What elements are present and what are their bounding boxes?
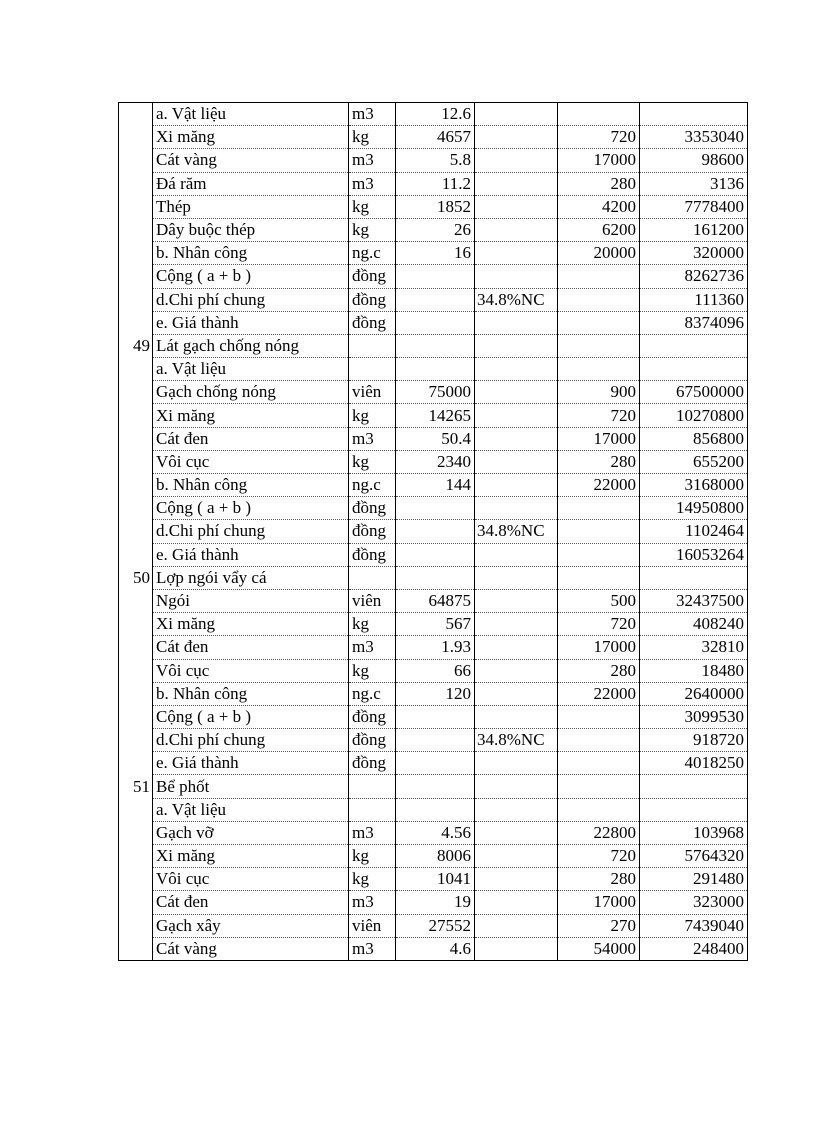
item-name-cell: Gạch xây	[153, 914, 349, 937]
total-cell: 7778400	[640, 195, 748, 218]
row-number-cell	[119, 126, 153, 149]
table-row	[119, 798, 748, 821]
unit-price-cell: 17000	[558, 427, 640, 450]
row-number-cell: 49	[119, 334, 153, 357]
unit-price-cell	[558, 798, 640, 821]
unit-cell	[349, 566, 396, 589]
table-row	[119, 497, 748, 520]
table-row	[119, 845, 748, 868]
total-cell: 3168000	[640, 474, 748, 497]
unit-cell: kg	[349, 126, 396, 149]
rate-cell	[475, 705, 558, 728]
item-name-cell: Cát vàng	[153, 149, 349, 172]
rate-cell	[475, 450, 558, 473]
rate-cell	[475, 358, 558, 381]
row-number-cell	[119, 636, 153, 659]
quantity-cell: 14265	[396, 404, 475, 427]
item-name-cell: d.Chi phí chung	[153, 288, 349, 311]
total-cell	[640, 334, 748, 357]
unit-price-cell: 280	[558, 868, 640, 891]
quantity-cell: 27552	[396, 914, 475, 937]
unit-price-cell	[558, 729, 640, 752]
unit-price-cell: 17000	[558, 149, 640, 172]
quantity-cell: 1852	[396, 195, 475, 218]
unit-cell	[349, 798, 396, 821]
unit-price-cell: 280	[558, 172, 640, 195]
item-name-cell: b. Nhân công	[153, 242, 349, 265]
quantity-cell	[396, 729, 475, 752]
total-cell: 320000	[640, 242, 748, 265]
item-name-cell: Vôi cục	[153, 450, 349, 473]
unit-cell: đồng	[349, 543, 396, 566]
unit-cell: kg	[349, 404, 396, 427]
row-number-cell	[119, 358, 153, 381]
quantity-cell: 66	[396, 659, 475, 682]
unit-cell: đồng	[349, 288, 396, 311]
quantity-cell	[396, 775, 475, 798]
unit-price-cell: 280	[558, 450, 640, 473]
table-row	[119, 752, 748, 775]
quantity-cell: 19	[396, 891, 475, 914]
total-cell: 3353040	[640, 126, 748, 149]
rate-cell	[475, 242, 558, 265]
item-name-cell: Cộng ( a + b )	[153, 705, 349, 728]
item-name-cell: b. Nhân công	[153, 682, 349, 705]
row-number-cell	[119, 845, 153, 868]
total-cell: 856800	[640, 427, 748, 450]
quantity-cell: 26	[396, 218, 475, 241]
unit-cell: kg	[349, 659, 396, 682]
total-cell: 408240	[640, 613, 748, 636]
quantity-cell	[396, 358, 475, 381]
total-cell: 67500000	[640, 381, 748, 404]
rate-cell	[475, 589, 558, 612]
row-number-cell	[119, 172, 153, 195]
row-number-cell	[119, 589, 153, 612]
rate-cell	[475, 845, 558, 868]
rate-cell	[475, 914, 558, 937]
item-name-cell: Cát vàng	[153, 937, 349, 960]
row-number-cell: 50	[119, 566, 153, 589]
table-row	[119, 520, 748, 543]
total-cell: 291480	[640, 868, 748, 891]
total-cell: 32437500	[640, 589, 748, 612]
total-cell: 918720	[640, 729, 748, 752]
total-cell	[640, 566, 748, 589]
unit-price-cell: 17000	[558, 636, 640, 659]
table-row	[119, 636, 748, 659]
table-row	[119, 103, 748, 126]
total-cell: 8262736	[640, 265, 748, 288]
item-name-cell: Lát gạch chống nóng	[153, 334, 349, 357]
table-row	[119, 891, 748, 914]
row-number-cell	[119, 474, 153, 497]
unit-cell: kg	[349, 845, 396, 868]
quantity-cell	[396, 288, 475, 311]
item-name-cell: Gạch chống nóng	[153, 381, 349, 404]
quantity-cell: 11.2	[396, 172, 475, 195]
item-name-cell: a. Vật liệu	[153, 798, 349, 821]
rate-cell: 34.8%NC	[475, 729, 558, 752]
rate-cell	[475, 543, 558, 566]
rate-cell	[475, 682, 558, 705]
table-row	[119, 358, 748, 381]
unit-price-cell	[558, 358, 640, 381]
unit-cell: kg	[349, 218, 396, 241]
unit-price-cell: 22800	[558, 821, 640, 844]
quantity-cell	[396, 265, 475, 288]
unit-cell: ng.c	[349, 242, 396, 265]
table-row	[119, 729, 748, 752]
total-cell	[640, 103, 748, 126]
item-name-cell: Lợp ngói vẩy cá	[153, 566, 349, 589]
unit-cell: đồng	[349, 729, 396, 752]
row-number-cell	[119, 427, 153, 450]
unit-price-cell: 500	[558, 589, 640, 612]
row-number-cell	[119, 103, 153, 126]
row-number-cell	[119, 265, 153, 288]
total-cell: 32810	[640, 636, 748, 659]
quantity-cell: 120	[396, 682, 475, 705]
unit-price-cell: 20000	[558, 242, 640, 265]
unit-price-cell: 900	[558, 381, 640, 404]
unit-cell: kg	[349, 868, 396, 891]
table-row	[119, 914, 748, 937]
row-number-cell	[119, 311, 153, 334]
quantity-cell: 4.56	[396, 821, 475, 844]
unit-cell: kg	[349, 613, 396, 636]
table-row	[119, 450, 748, 473]
unit-price-cell: 720	[558, 845, 640, 868]
row-number-cell	[119, 798, 153, 821]
total-cell: 161200	[640, 218, 748, 241]
item-name-cell: Đá răm	[153, 172, 349, 195]
quantity-cell: 4.6	[396, 937, 475, 960]
total-cell: 111360	[640, 288, 748, 311]
unit-cell: m3	[349, 172, 396, 195]
quantity-cell: 8006	[396, 845, 475, 868]
unit-price-cell	[558, 288, 640, 311]
unit-cell: viên	[349, 914, 396, 937]
unit-price-cell	[558, 566, 640, 589]
item-name-cell: e. Giá thành	[153, 752, 349, 775]
row-number-cell	[119, 195, 153, 218]
item-name-cell: Dây buộc thép	[153, 218, 349, 241]
unit-price-cell: 17000	[558, 891, 640, 914]
quantity-cell: 4657	[396, 126, 475, 149]
total-cell: 323000	[640, 891, 748, 914]
rate-cell	[475, 126, 558, 149]
quantity-cell	[396, 334, 475, 357]
quantity-cell	[396, 705, 475, 728]
item-name-cell: Bể phốt	[153, 775, 349, 798]
rate-cell	[475, 474, 558, 497]
row-number-cell	[119, 613, 153, 636]
rate-cell	[475, 334, 558, 357]
unit-cell: kg	[349, 450, 396, 473]
rate-cell	[475, 218, 558, 241]
unit-price-cell	[558, 311, 640, 334]
unit-price-cell: 6200	[558, 218, 640, 241]
quantity-cell: 567	[396, 613, 475, 636]
total-cell	[640, 798, 748, 821]
row-number-cell	[119, 868, 153, 891]
table-row	[119, 682, 748, 705]
quantity-cell: 12.6	[396, 103, 475, 126]
row-number-cell	[119, 543, 153, 566]
rate-cell	[475, 937, 558, 960]
unit-cell: đồng	[349, 520, 396, 543]
rate-cell	[475, 103, 558, 126]
quantity-cell: 75000	[396, 381, 475, 404]
row-number-cell	[119, 729, 153, 752]
item-name-cell: Xi măng	[153, 613, 349, 636]
table-row	[119, 543, 748, 566]
unit-price-cell: 54000	[558, 937, 640, 960]
table-row	[119, 427, 748, 450]
rate-cell: 34.8%NC	[475, 520, 558, 543]
quantity-cell: 144	[396, 474, 475, 497]
quantity-cell: 5.8	[396, 149, 475, 172]
unit-price-cell: 22000	[558, 682, 640, 705]
item-name-cell: Ngói	[153, 589, 349, 612]
row-number-cell	[119, 242, 153, 265]
quantity-cell	[396, 497, 475, 520]
table-row	[119, 218, 748, 241]
row-number-cell	[119, 288, 153, 311]
unit-price-cell: 4200	[558, 195, 640, 218]
rate-cell	[475, 821, 558, 844]
unit-cell: m3	[349, 427, 396, 450]
table-row	[119, 288, 748, 311]
quantity-cell: 1041	[396, 868, 475, 891]
unit-price-cell	[558, 497, 640, 520]
item-name-cell: Vôi cục	[153, 659, 349, 682]
unit-price-cell	[558, 543, 640, 566]
item-name-cell: e. Giá thành	[153, 311, 349, 334]
table-row	[119, 265, 748, 288]
unit-cell	[349, 358, 396, 381]
unit-cell: m3	[349, 149, 396, 172]
unit-price-cell: 22000	[558, 474, 640, 497]
unit-cell: đồng	[349, 752, 396, 775]
table-row	[119, 868, 748, 891]
total-cell: 8374096	[640, 311, 748, 334]
item-name-cell: e. Giá thành	[153, 543, 349, 566]
rate-cell	[475, 775, 558, 798]
item-name-cell: Cộng ( a + b )	[153, 265, 349, 288]
unit-cell: m3	[349, 891, 396, 914]
rate-cell	[475, 566, 558, 589]
quantity-cell: 1.93	[396, 636, 475, 659]
table-row	[119, 195, 748, 218]
rate-cell	[475, 172, 558, 195]
unit-cell: kg	[349, 195, 396, 218]
unit-price-cell	[558, 705, 640, 728]
unit-cell: m3	[349, 821, 396, 844]
row-number-cell: 51	[119, 775, 153, 798]
total-cell: 1102464	[640, 520, 748, 543]
unit-price-cell: 280	[558, 659, 640, 682]
total-cell: 14950800	[640, 497, 748, 520]
item-name-cell: Cát đen	[153, 891, 349, 914]
table-row	[119, 937, 748, 960]
rate-cell	[475, 149, 558, 172]
row-number-cell	[119, 937, 153, 960]
item-name-cell: Xi măng	[153, 404, 349, 427]
unit-price-cell	[558, 775, 640, 798]
table-row	[119, 659, 748, 682]
total-cell: 2640000	[640, 682, 748, 705]
item-name-cell: a. Vật liệu	[153, 358, 349, 381]
unit-cell: m3	[349, 937, 396, 960]
unit-cell: đồng	[349, 265, 396, 288]
rate-cell	[475, 311, 558, 334]
row-number-cell	[119, 218, 153, 241]
rate-cell	[475, 752, 558, 775]
total-cell: 10270800	[640, 404, 748, 427]
row-number-cell	[119, 149, 153, 172]
unit-cell: đồng	[349, 311, 396, 334]
quantity-cell	[396, 311, 475, 334]
row-number-cell	[119, 520, 153, 543]
rate-cell	[475, 265, 558, 288]
quantity-cell	[396, 520, 475, 543]
item-name-cell: Vôi cục	[153, 868, 349, 891]
total-cell: 18480	[640, 659, 748, 682]
item-name-cell: d.Chi phí chung	[153, 729, 349, 752]
item-name-cell: b. Nhân công	[153, 474, 349, 497]
rate-cell	[475, 497, 558, 520]
total-cell: 103968	[640, 821, 748, 844]
unit-price-cell	[558, 334, 640, 357]
unit-cell	[349, 334, 396, 357]
row-number-cell	[119, 381, 153, 404]
table-row	[119, 566, 748, 589]
unit-cell: viên	[349, 589, 396, 612]
unit-cell	[349, 775, 396, 798]
unit-cell: viên	[349, 381, 396, 404]
unit-cell: đồng	[349, 705, 396, 728]
row-number-cell	[119, 891, 153, 914]
rate-cell	[475, 427, 558, 450]
item-name-cell: a. Vật liệu	[153, 103, 349, 126]
item-name-cell: Xi măng	[153, 126, 349, 149]
cost-estimate-table	[118, 102, 748, 961]
unit-price-cell: 720	[558, 404, 640, 427]
total-cell: 98600	[640, 149, 748, 172]
quantity-cell	[396, 566, 475, 589]
table-row	[119, 404, 748, 427]
table-row	[119, 474, 748, 497]
table-row	[119, 126, 748, 149]
unit-cell: đồng	[349, 497, 396, 520]
rate-cell	[475, 868, 558, 891]
total-cell: 16053264	[640, 543, 748, 566]
item-name-cell: Cát đen	[153, 636, 349, 659]
row-number-cell	[119, 914, 153, 937]
total-cell: 4018250	[640, 752, 748, 775]
row-number-cell	[119, 821, 153, 844]
rate-cell: 34.8%NC	[475, 288, 558, 311]
quantity-cell: 64875	[396, 589, 475, 612]
rate-cell	[475, 613, 558, 636]
rate-cell	[475, 195, 558, 218]
rate-cell	[475, 381, 558, 404]
quantity-cell	[396, 543, 475, 566]
unit-price-cell: 270	[558, 914, 640, 937]
total-cell	[640, 358, 748, 381]
item-name-cell: Cộng ( a + b )	[153, 497, 349, 520]
rate-cell	[475, 798, 558, 821]
rate-cell	[475, 404, 558, 427]
item-name-cell: Thép	[153, 195, 349, 218]
table-row	[119, 149, 748, 172]
row-number-cell	[119, 659, 153, 682]
table-row	[119, 705, 748, 728]
total-cell: 3136	[640, 172, 748, 195]
table-row	[119, 775, 748, 798]
item-name-cell: Xi măng	[153, 845, 349, 868]
table-row	[119, 589, 748, 612]
unit-cell: m3	[349, 636, 396, 659]
unit-cell: ng.c	[349, 682, 396, 705]
unit-price-cell: 720	[558, 613, 640, 636]
quantity-cell: 50.4	[396, 427, 475, 450]
total-cell	[640, 775, 748, 798]
unit-cell: ng.c	[349, 474, 396, 497]
table-row	[119, 821, 748, 844]
unit-price-cell	[558, 103, 640, 126]
table-row	[119, 242, 748, 265]
row-number-cell	[119, 450, 153, 473]
unit-price-cell	[558, 520, 640, 543]
row-number-cell	[119, 705, 153, 728]
unit-price-cell	[558, 752, 640, 775]
total-cell: 248400	[640, 937, 748, 960]
total-cell: 7439040	[640, 914, 748, 937]
item-name-cell: d.Chi phí chung	[153, 520, 349, 543]
total-cell: 3099530	[640, 705, 748, 728]
rate-cell	[475, 659, 558, 682]
quantity-cell	[396, 798, 475, 821]
unit-cell: m3	[349, 103, 396, 126]
row-number-cell	[119, 404, 153, 427]
table-row	[119, 311, 748, 334]
quantity-cell	[396, 752, 475, 775]
item-name-cell: Gạch vỡ	[153, 821, 349, 844]
rate-cell	[475, 891, 558, 914]
table-row	[119, 381, 748, 404]
quantity-cell: 2340	[396, 450, 475, 473]
table-row	[119, 613, 748, 636]
table-row	[119, 334, 748, 357]
total-cell: 655200	[640, 450, 748, 473]
row-number-cell	[119, 497, 153, 520]
row-number-cell	[119, 752, 153, 775]
table-row	[119, 172, 748, 195]
unit-price-cell	[558, 265, 640, 288]
rate-cell	[475, 636, 558, 659]
quantity-cell: 16	[396, 242, 475, 265]
item-name-cell: Cát đen	[153, 427, 349, 450]
total-cell: 5764320	[640, 845, 748, 868]
row-number-cell	[119, 682, 153, 705]
unit-price-cell: 720	[558, 126, 640, 149]
